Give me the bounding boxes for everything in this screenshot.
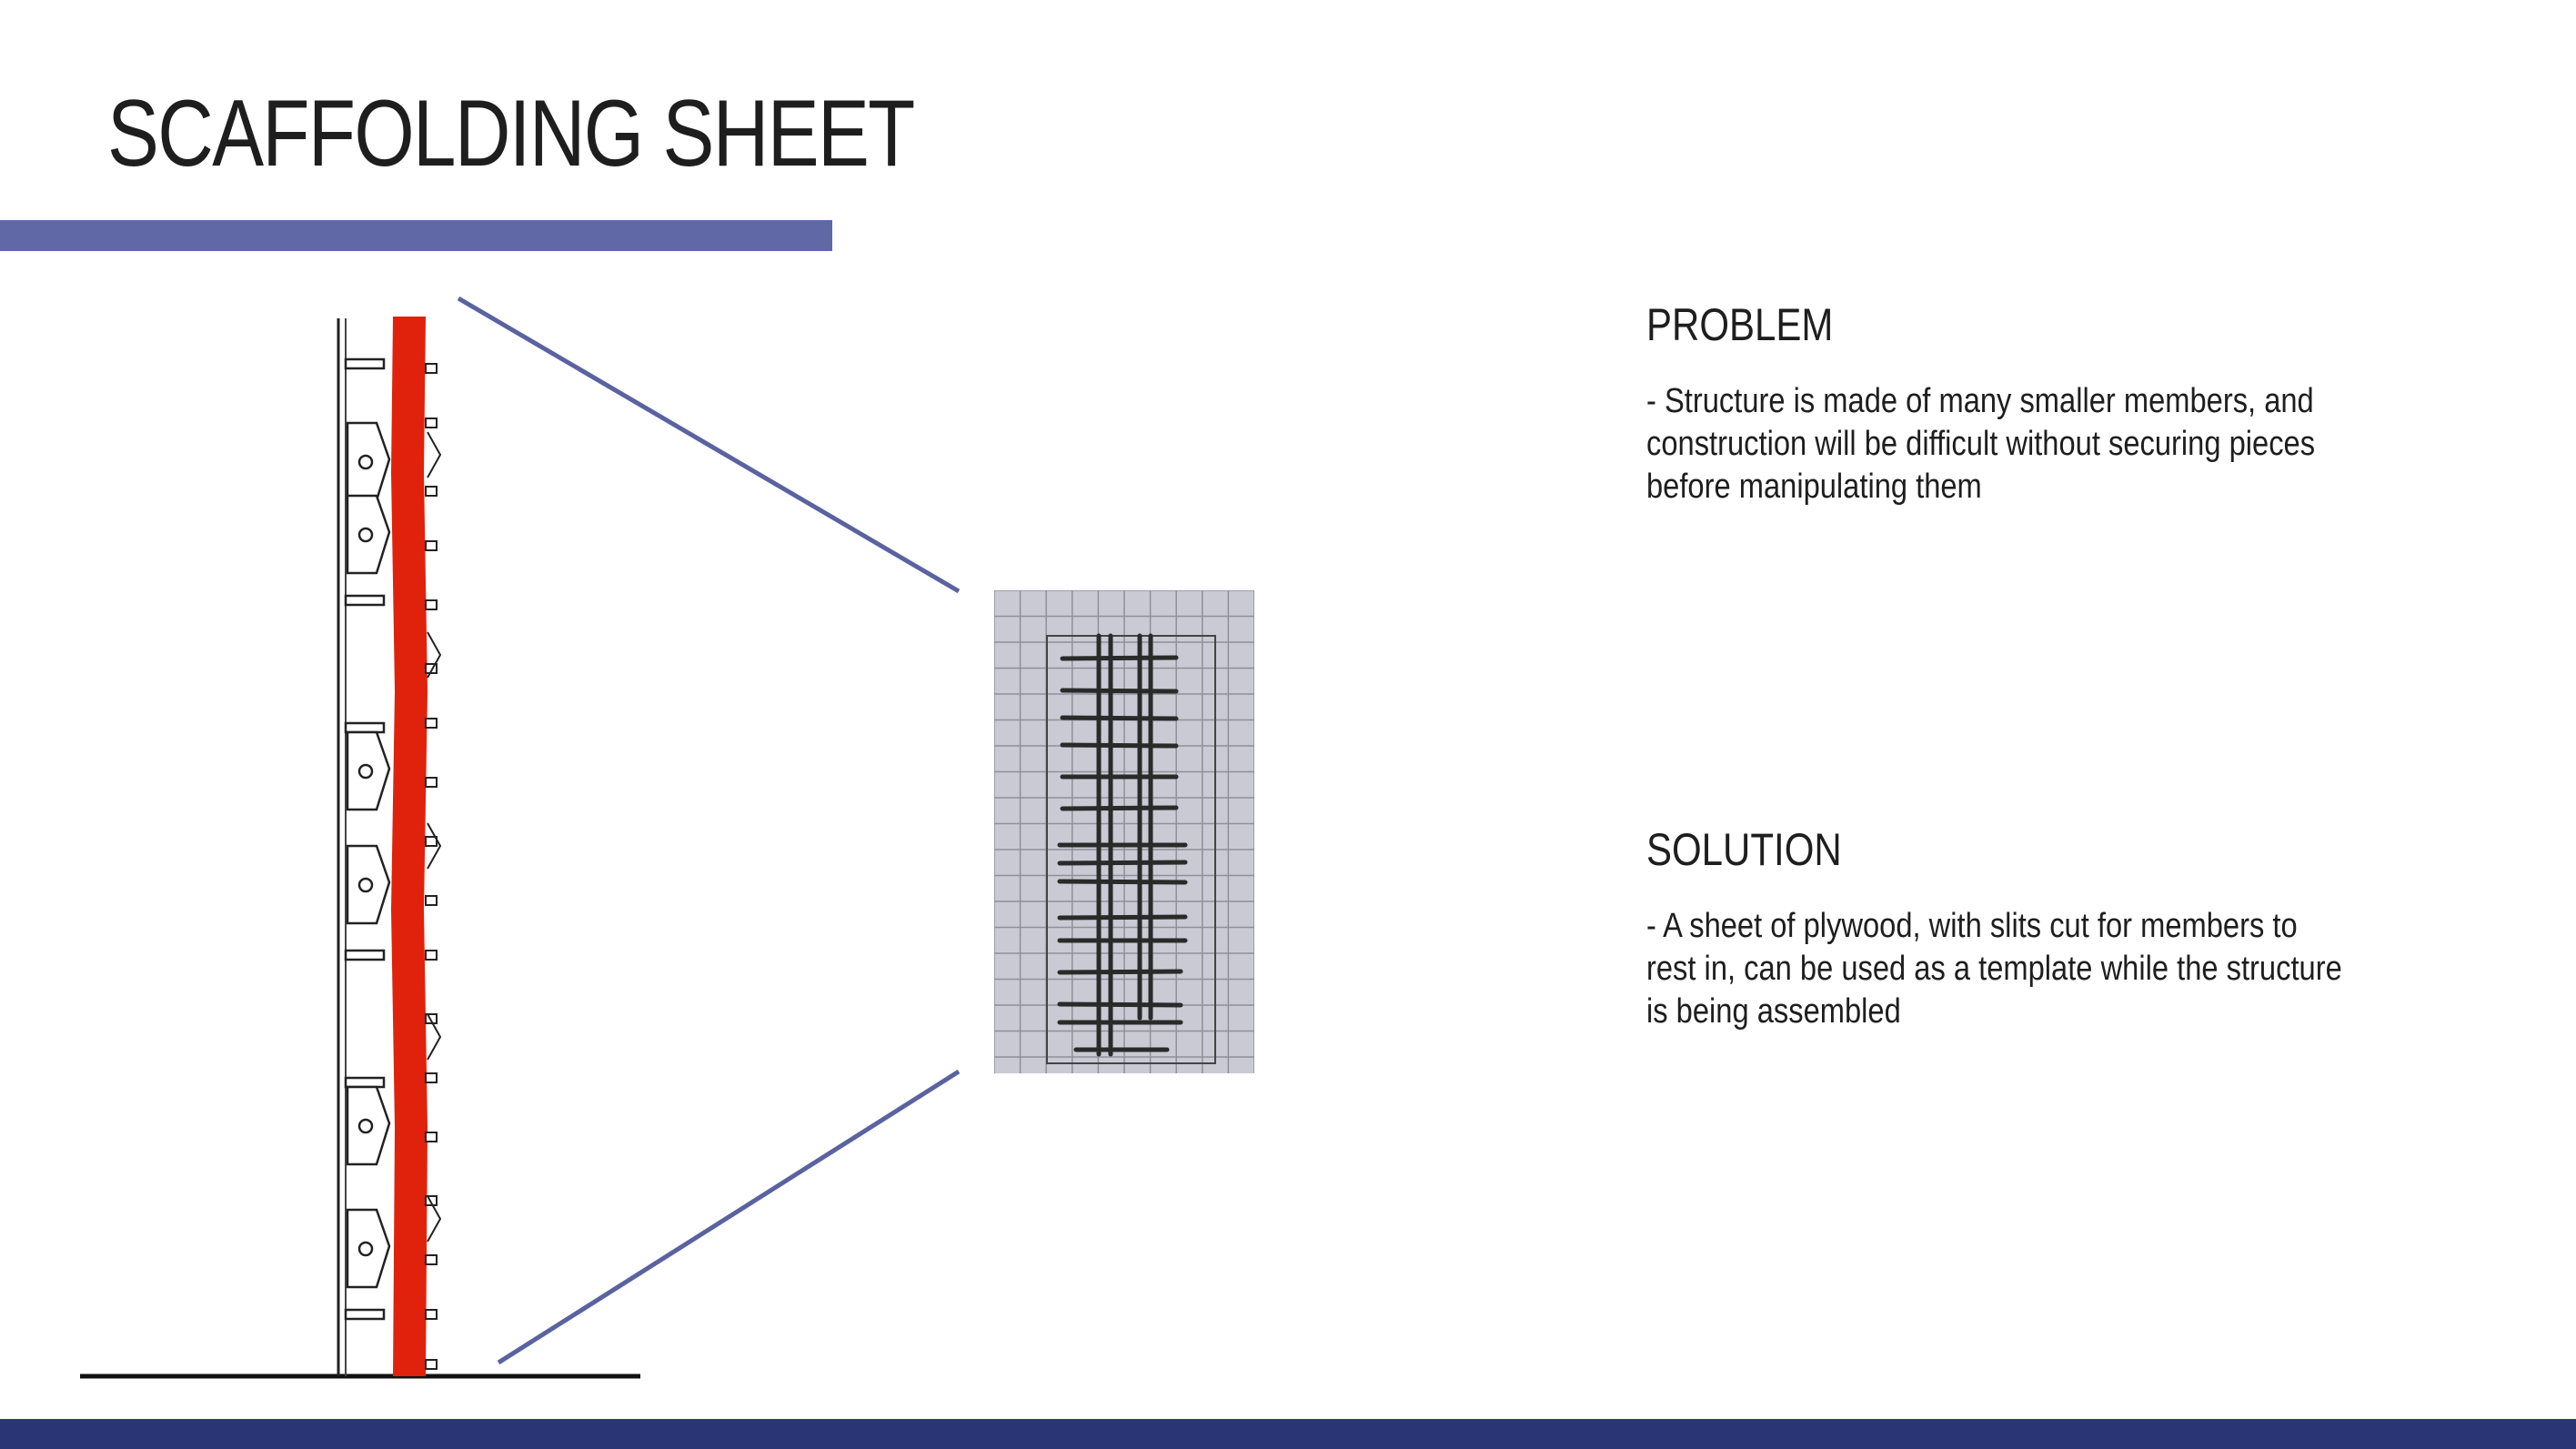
page-title: SCAFFOLDING SHEET [107, 81, 914, 186]
pointed-brace [428, 432, 440, 478]
highlighted-member-band [391, 317, 428, 1376]
joint-plate [347, 496, 389, 573]
joint-plate [347, 1210, 389, 1287]
problem-description: - Structure is made of many smaller members, and construction will be difficult without securing pieces before manipulating them [1646, 382, 2316, 506]
sketch-horizontal-stroke [1060, 971, 1181, 972]
sketch-horizontal-stroke [1062, 808, 1176, 809]
sketch-horizontal-stroke [1062, 690, 1176, 691]
horizontal-member [346, 1078, 384, 1087]
connector-tab [426, 719, 437, 728]
connector-tab [426, 364, 437, 373]
joint-plate [347, 423, 389, 500]
horizontal-member [346, 596, 384, 605]
connector-tab [426, 600, 437, 609]
sketch-horizontal-stroke [1060, 917, 1185, 918]
horizontal-member [346, 951, 384, 960]
sketch-horizontal-stroke [1060, 862, 1185, 863]
joint-plate [347, 1087, 389, 1164]
connector-tab [426, 778, 437, 787]
connector-tab [426, 896, 437, 905]
joint-plate [347, 846, 389, 923]
solution-description: - A sheet of plywood, with slits cut for members to rest in, can be used as a template while the structure is being assembled [1646, 907, 2342, 1031]
connector-tab [426, 541, 437, 550]
horizontal-member [346, 723, 384, 732]
connector-tab [426, 1310, 437, 1319]
connector-tab [426, 1132, 437, 1142]
horizontal-member [346, 1310, 384, 1319]
joint-plate [347, 732, 389, 810]
solution-heading: SOLUTION [1646, 824, 1842, 875]
connector-tab [426, 951, 437, 960]
connector-tab [426, 1360, 437, 1369]
zoom-line-top [458, 298, 959, 591]
sketch-horizontal-stroke [1060, 881, 1185, 882]
zoom-line-bottom [498, 1072, 959, 1363]
connector-tab [426, 418, 437, 428]
sketch-horizontal-stroke [1062, 718, 1176, 719]
connector-tab [426, 1255, 437, 1264]
horizontal-member [346, 359, 384, 368]
footer-bar [0, 1419, 2576, 1449]
connector-tab [426, 487, 437, 496]
sketch-horizontal-stroke [1060, 1004, 1181, 1005]
problem-heading: PROBLEM [1646, 299, 1834, 350]
connector-tab [426, 1073, 437, 1082]
plywood-template-sketch [994, 590, 1254, 1073]
sketch-horizontal-stroke [1062, 658, 1176, 659]
sketch-horizontal-stroke [1062, 745, 1176, 746]
